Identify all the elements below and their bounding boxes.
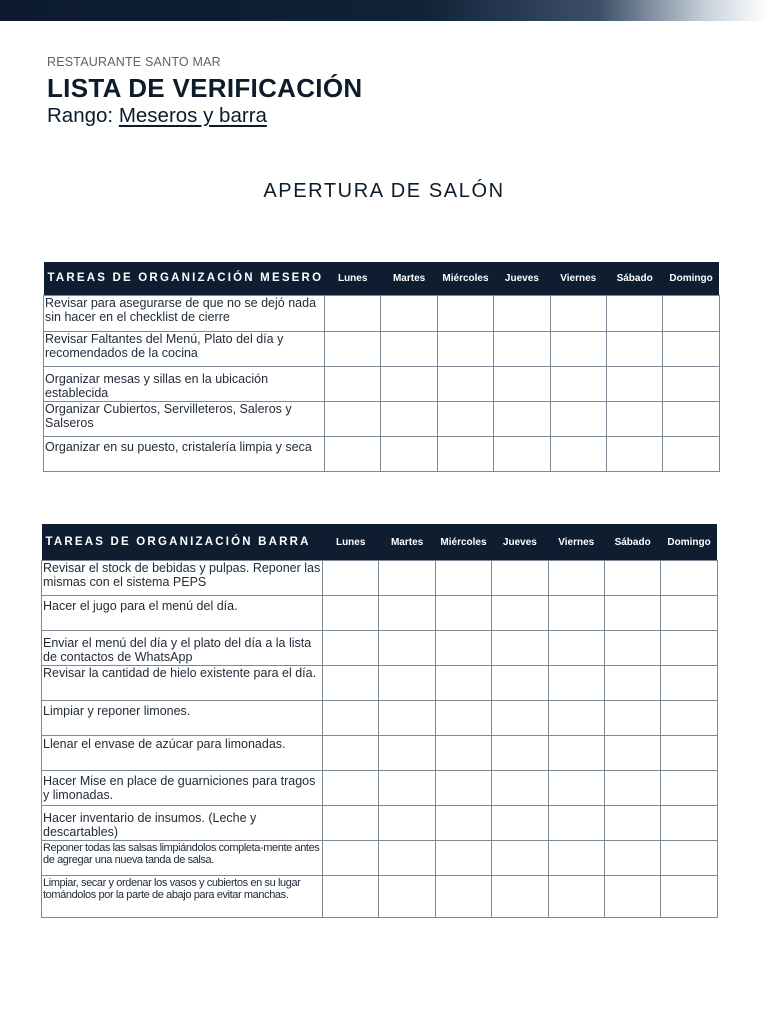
check-cell[interactable] [437, 367, 493, 402]
task-label: Revisar para asegurarse de que no se dejó nada sin hacer en el checklist de cierre [44, 296, 325, 332]
check-cell[interactable] [492, 736, 548, 771]
check-cell[interactable] [548, 631, 604, 666]
check-cell[interactable] [548, 666, 604, 701]
check-cell[interactable] [604, 666, 660, 701]
check-cell[interactable] [661, 561, 717, 596]
check-cell[interactable] [494, 437, 550, 472]
check-cell[interactable] [548, 701, 604, 736]
check-cell[interactable] [663, 402, 719, 437]
check-cell[interactable] [492, 631, 548, 666]
check-cell[interactable] [381, 402, 437, 437]
day-header: Sábado [606, 262, 662, 296]
check-cell[interactable] [604, 736, 660, 771]
check-cell[interactable] [604, 841, 660, 876]
check-cell[interactable] [325, 367, 381, 402]
day-header: Viernes [550, 262, 606, 296]
check-cell[interactable] [437, 437, 493, 472]
check-cell[interactable] [550, 402, 606, 437]
check-cell[interactable] [606, 367, 662, 402]
check-cell[interactable] [548, 561, 604, 596]
check-cell[interactable] [492, 596, 548, 631]
check-cell[interactable] [550, 332, 606, 367]
table-row [44, 296, 720, 332]
check-cell[interactable] [381, 296, 437, 332]
table-row [42, 736, 718, 771]
table-heading: TAREAS DE ORGANIZACIÓN BARRA [42, 524, 323, 561]
check-cell[interactable] [606, 296, 662, 332]
check-cell[interactable] [379, 841, 435, 876]
check-cell[interactable] [435, 701, 491, 736]
table-row [42, 701, 718, 736]
task-label: Revisar la cantidad de hielo existente para el día. [42, 666, 323, 701]
check-cell[interactable] [661, 876, 717, 918]
check-cell[interactable] [548, 771, 604, 806]
check-cell[interactable] [661, 841, 717, 876]
checklist-table-barra [41, 524, 718, 918]
check-cell[interactable] [437, 296, 493, 332]
table-heading: TAREAS DE ORGANIZACIÓN MESERO [44, 262, 325, 296]
check-cell[interactable] [323, 631, 379, 666]
table-row [44, 367, 720, 402]
check-cell[interactable] [548, 841, 604, 876]
check-cell[interactable] [435, 876, 491, 918]
check-cell[interactable] [325, 402, 381, 437]
check-cell[interactable] [492, 771, 548, 806]
check-cell[interactable] [323, 596, 379, 631]
check-cell[interactable] [379, 876, 435, 918]
check-cell[interactable] [379, 736, 435, 771]
check-cell[interactable] [323, 876, 379, 918]
check-cell[interactable] [661, 806, 717, 841]
table-header-row [42, 524, 718, 561]
check-cell[interactable] [604, 701, 660, 736]
check-cell[interactable] [604, 771, 660, 806]
check-cell[interactable] [435, 561, 491, 596]
check-cell[interactable] [492, 666, 548, 701]
check-cell[interactable] [435, 806, 491, 841]
check-cell[interactable] [550, 437, 606, 472]
check-cell[interactable] [661, 736, 717, 771]
check-cell[interactable] [323, 666, 379, 701]
task-label: Hacer el jugo para el menú del día. [42, 596, 323, 631]
check-cell[interactable] [663, 296, 719, 332]
check-cell[interactable] [492, 876, 548, 918]
day-header: Jueves [494, 262, 550, 296]
table-row [42, 806, 718, 841]
check-cell[interactable] [548, 596, 604, 631]
task-label: Enviar el menú del día y el plato del día a la lista de contactos de WhatsApp [42, 631, 323, 666]
check-cell[interactable] [437, 332, 493, 367]
check-cell[interactable] [325, 437, 381, 472]
table-row [44, 402, 720, 437]
check-cell[interactable] [323, 736, 379, 771]
day-header: Miércoles [435, 524, 491, 561]
table-row [42, 876, 718, 918]
section-title: APERTURA DE SALÓN [263, 180, 505, 202]
check-cell[interactable] [379, 666, 435, 701]
check-cell[interactable] [323, 806, 379, 841]
check-cell[interactable] [381, 332, 437, 367]
check-cell[interactable] [494, 402, 550, 437]
check-cell[interactable] [661, 596, 717, 631]
check-cell[interactable] [661, 631, 717, 666]
task-label: Organizar mesas y sillas en la ubicación establecida [44, 367, 325, 402]
check-cell[interactable] [381, 367, 437, 402]
check-cell[interactable] [379, 631, 435, 666]
check-cell[interactable] [492, 806, 548, 841]
table-row [44, 437, 720, 472]
check-cell[interactable] [323, 561, 379, 596]
task-label: Organizar Cubiertos, Servilleteros, Saleros y Salseros [44, 402, 325, 437]
task-label: Limpiar, secar y ordenar los vasos y cubiertos en su lugar tomándolos por la parte de abajo para evitar manchas. [42, 876, 323, 918]
check-cell[interactable] [492, 561, 548, 596]
checklist-table-mesero [43, 262, 720, 472]
check-cell[interactable] [548, 806, 604, 841]
table-row [44, 332, 720, 367]
check-cell[interactable] [606, 402, 662, 437]
check-cell[interactable] [379, 561, 435, 596]
check-cell[interactable] [379, 596, 435, 631]
check-cell[interactable] [548, 876, 604, 918]
task-label: Revisar el stock de bebidas y pulpas. Reponer las mismas con el sistema PEPS [42, 561, 323, 596]
range-line [47, 104, 267, 128]
day-header: Domingo [661, 524, 717, 561]
day-header: Miércoles [437, 262, 493, 296]
task-label: Hacer inventario de insumos. (Leche y descartables) [42, 806, 323, 841]
table-row [42, 631, 718, 666]
table-row [42, 561, 718, 596]
day-header: Martes [381, 262, 437, 296]
check-cell[interactable] [663, 437, 719, 472]
check-cell[interactable] [604, 596, 660, 631]
day-header: Viernes [548, 524, 604, 561]
table-row [42, 666, 718, 701]
check-cell[interactable] [606, 437, 662, 472]
check-cell[interactable] [492, 701, 548, 736]
check-cell[interactable] [494, 296, 550, 332]
day-header: Domingo [663, 262, 719, 296]
check-cell[interactable] [661, 701, 717, 736]
task-label: Hacer Mise en place de guarniciones para tragos y limonadas. [42, 771, 323, 806]
range-label: Rango: [47, 104, 119, 127]
check-cell[interactable] [663, 332, 719, 367]
check-cell[interactable] [435, 596, 491, 631]
check-cell[interactable] [606, 332, 662, 367]
table-row [42, 596, 718, 631]
day-header: Jueves [492, 524, 548, 561]
check-cell[interactable] [435, 771, 491, 806]
check-cell[interactable] [381, 437, 437, 472]
check-cell[interactable] [663, 367, 719, 402]
restaurant-name: RESTAURANTE SANTO MAR [47, 55, 221, 69]
day-header: Martes [379, 524, 435, 561]
task-label: Organizar en su puesto, cristalería limpia y seca [44, 437, 325, 472]
check-cell[interactable] [550, 296, 606, 332]
check-cell[interactable] [548, 736, 604, 771]
table-row [42, 841, 718, 876]
check-cell[interactable] [435, 631, 491, 666]
check-cell[interactable] [379, 771, 435, 806]
check-cell[interactable] [325, 296, 381, 332]
check-cell[interactable] [435, 666, 491, 701]
check-cell[interactable] [604, 806, 660, 841]
task-label: Limpiar y reponer limones. [42, 701, 323, 736]
day-header: Lunes [325, 262, 381, 296]
document-title: LISTA DE VERIFICACIÓN [47, 73, 363, 103]
check-cell[interactable] [437, 402, 493, 437]
range-value: Meseros y barra [118, 104, 267, 127]
check-cell[interactable] [325, 332, 381, 367]
day-header: Sábado [604, 524, 660, 561]
check-cell[interactable] [604, 561, 660, 596]
table-row [42, 771, 718, 806]
check-cell[interactable] [379, 701, 435, 736]
check-cell[interactable] [323, 701, 379, 736]
task-label: Reponer todas las salsas limpiándolos completa-mente antes de agregar una nueva tanda de salsa. [42, 841, 323, 876]
check-cell[interactable] [604, 876, 660, 918]
check-cell[interactable] [492, 841, 548, 876]
table-header-row [44, 262, 720, 296]
check-cell[interactable] [604, 631, 660, 666]
top-accent-bar [0, 0, 768, 21]
check-cell[interactable] [550, 367, 606, 402]
task-label: Revisar Faltantes del Menú, Plato del día y recomendados de la cocina [44, 332, 325, 367]
check-cell[interactable] [494, 332, 550, 367]
check-cell[interactable] [323, 841, 379, 876]
check-cell[interactable] [435, 736, 491, 771]
check-cell[interactable] [379, 806, 435, 841]
check-cell[interactable] [435, 841, 491, 876]
check-cell[interactable] [661, 666, 717, 701]
check-cell[interactable] [494, 367, 550, 402]
check-cell[interactable] [661, 771, 717, 806]
task-label: Llenar el envase de azúcar para limonadas. [42, 736, 323, 771]
day-header: Lunes [323, 524, 379, 561]
check-cell[interactable] [323, 771, 379, 806]
